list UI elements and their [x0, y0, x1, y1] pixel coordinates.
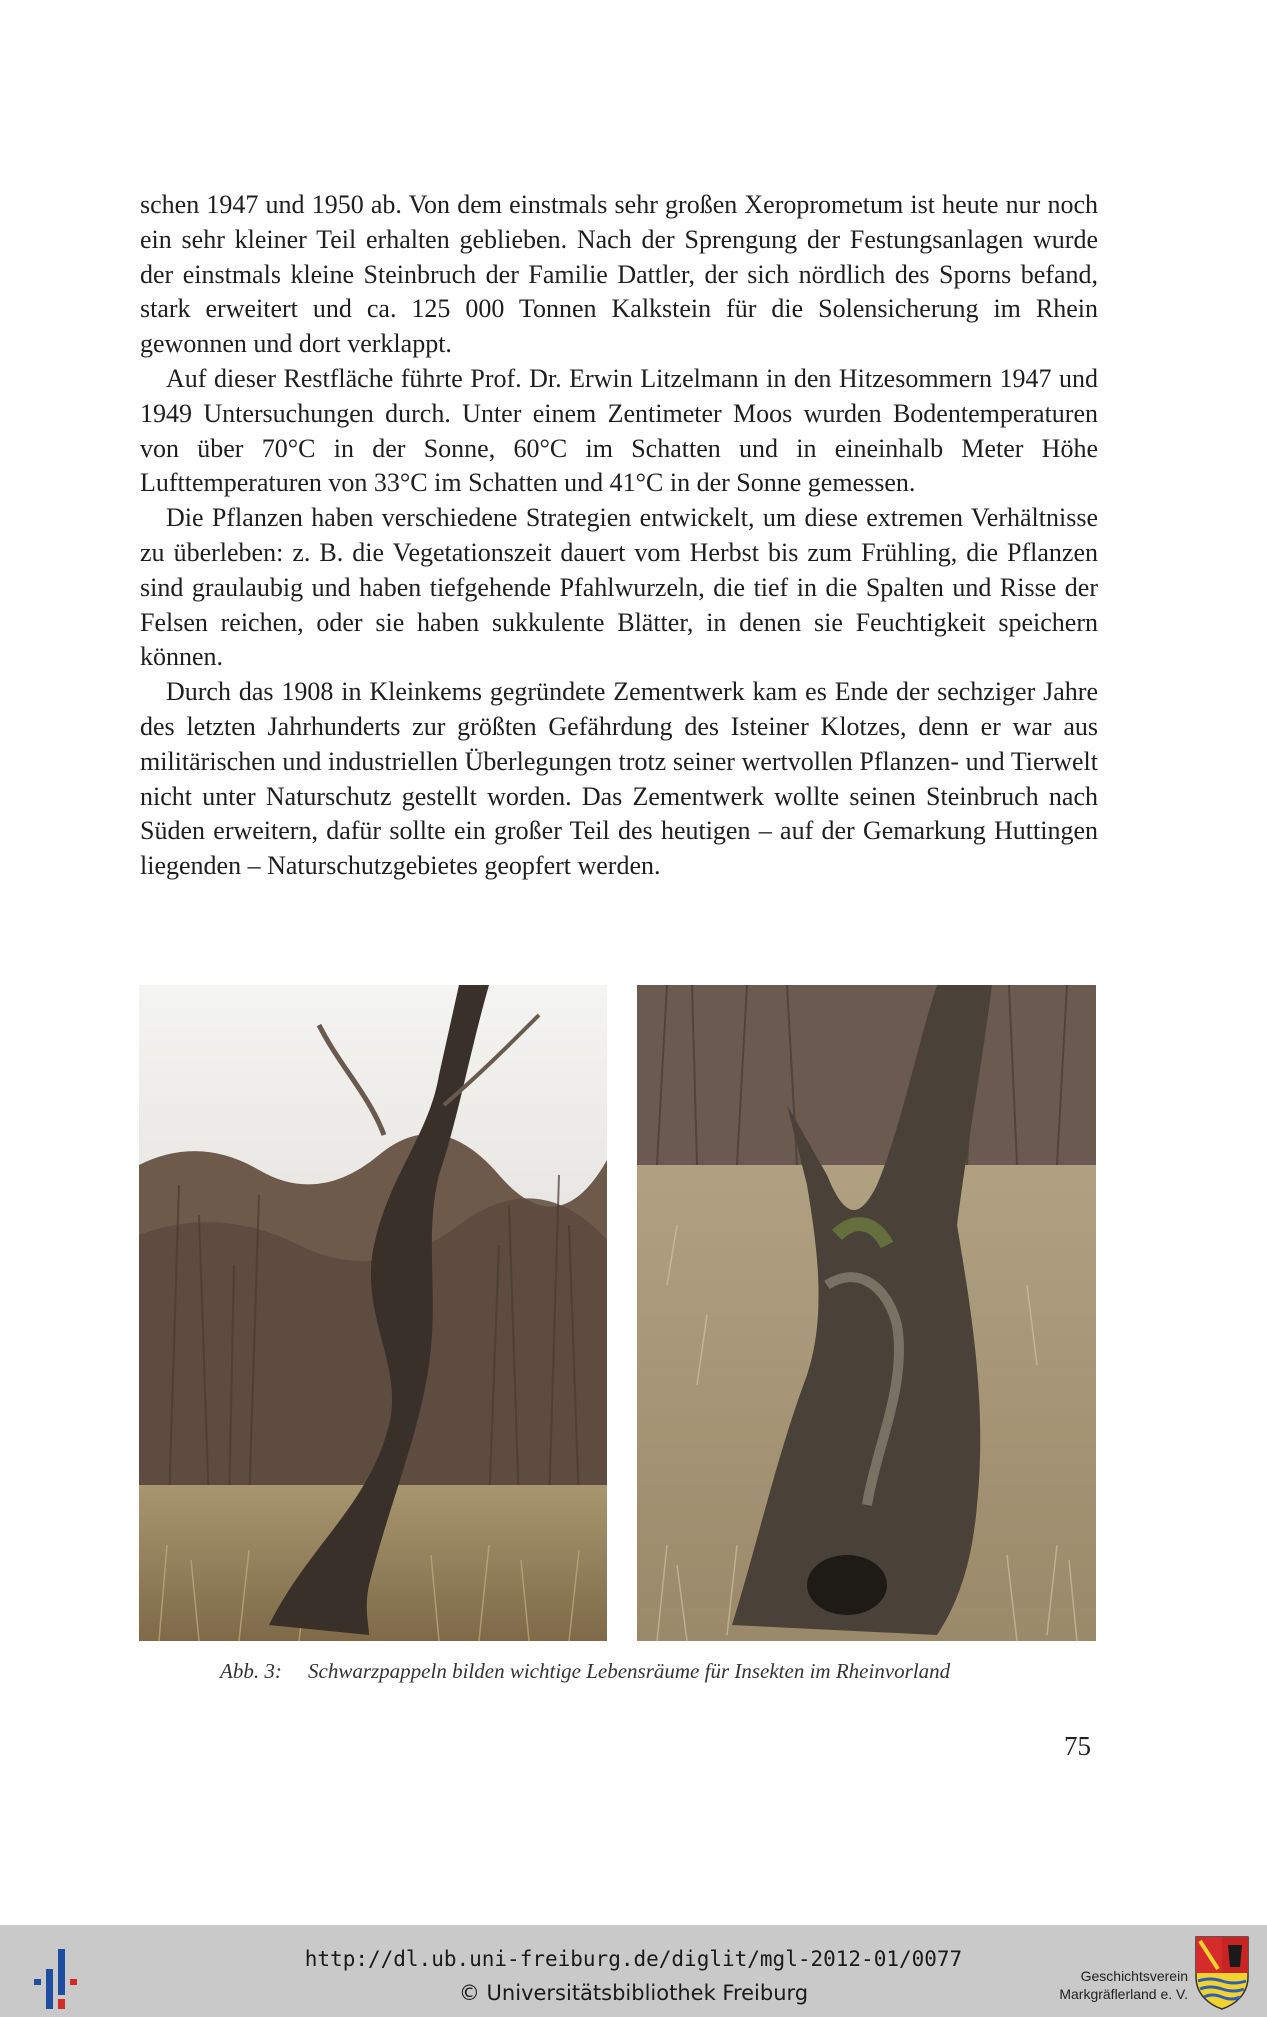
- figure-caption-text: Schwarzpappeln bilden wichtige Lebensräume für Insekten im Rheinvorland: [308, 1659, 951, 1683]
- paragraph: Auf dieser Restfläche führte Prof. Dr. Erwin Litzelmann in den Hitzesommern 1947 und 1949 Untersuchungen durch. Unter einem Zentimeter Moos wurden Bodentemperaturen von über 70°C in der Sonne, 60°C im Schatten und in eineinhalb Meter Höhe Lufttemperaturen von 33°C im Schatten und 41°C in der Sonne gemessen.: [140, 363, 1098, 498]
- footer-bar: [0, 1925, 1267, 2017]
- society-line-1: Geschichtsverein: [1080, 1968, 1188, 1984]
- coat-of-arms-icon: [1192, 1933, 1252, 2011]
- society-name: [1018, 1967, 1188, 2003]
- paragraph: Die Pflanzen haben verschiedene Strategien entwickelt, um diese extremen Verhältnisse zu überleben: z. B. die Vegetationszeit dauert vom Herbst bis zum Frühling, die Pflanzen sind graulaubig und haben tiefgehende Pfahlwurzeln, die tief in die Spalten und Risse der Felsen reichen, oder sie haben sukkulente Blätter, in denen sie Feuchtigkeit speichern können.: [140, 503, 1098, 672]
- figure-label: Abb. 3:: [220, 1659, 282, 1683]
- figure-caption: [220, 1659, 1120, 1684]
- society-line-2: Markgräflerland e. V.: [1059, 1986, 1188, 2002]
- source-url[interactable]: http://dl.ub.uni-freiburg.de/diglit/mgl-2012-01/0077: [304, 1947, 963, 1971]
- photo-black-poplar-right: [637, 985, 1096, 1641]
- paragraph: schen 1947 und 1950 ab. Von dem einstmals sehr großen Xeroprometum ist heute nur noch ein sehr kleiner Teil erhalten geblieben. Nach der Sprengung der Festungsanlagen wurde der einstmals kleine Steinbruch der Familie Dattler, der sich nördlich des Sporns befand, stark erweitert und ca. 125 000 Tonnen Kalkstein für die Solensicherung im Rhein gewonnen und dort verklappt.: [140, 190, 1098, 359]
- photo-black-poplar-left: [139, 985, 607, 1641]
- page-number: 75: [1064, 1731, 1091, 1761]
- copyright-text: © Universitätsbibliothek Freiburg: [458, 1981, 809, 2005]
- body-text: [140, 188, 1098, 884]
- paragraph: Durch das 1908 in Kleinkems gegründete Zementwerk kam es Ende der sechziger Jahre des letzten Jahrhunderts zur größten Gefährdung des Isteiner Klotzes, denn er war aus militärischen und industriellen Überlegungen trotz seiner wertvollen Pflanzen- und Tierwelt nicht unter Naturschutz gestellt worden. Das Zementwerk wollte seinen Steinbruch nach Süden erweitern, dafür sollte ein großer Teil des heutigen – auf der Gemarkung Huttingen liegenden – Naturschutzgebietes geopfert werden.: [140, 677, 1098, 881]
